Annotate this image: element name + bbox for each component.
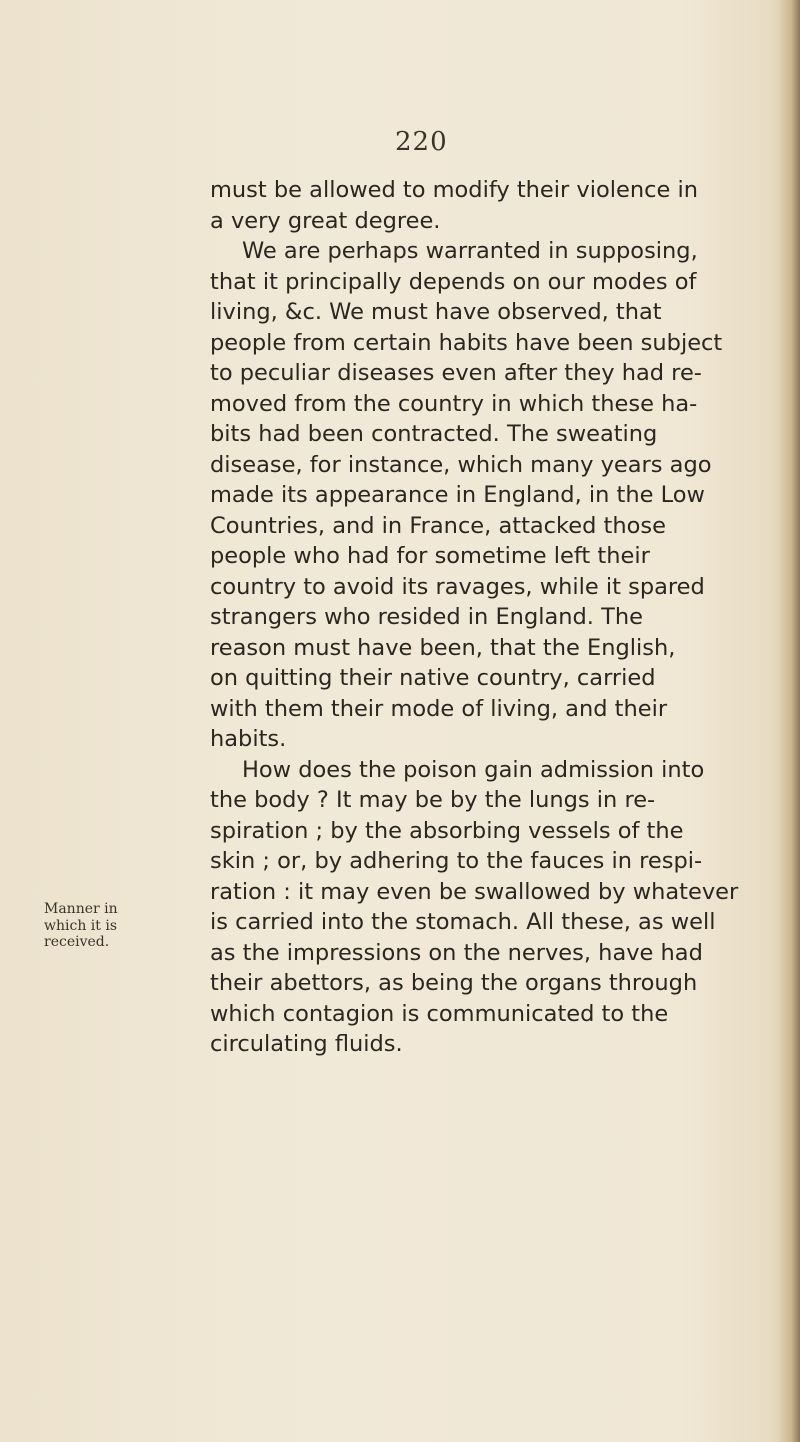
- text-line: a very great degree.: [210, 207, 441, 234]
- text-line: disease, for instance, which many years ago: [210, 451, 712, 478]
- text-line: is carried into the stomach. All these, as well: [210, 909, 716, 935]
- text-line: on quitting their native country, carried: [210, 665, 656, 691]
- text-line: their abettors, as being the organs through: [210, 970, 698, 996]
- text-line: living, &c. We must have observed, that: [210, 299, 662, 325]
- text-line: spiration ; by the absorbing vessels of the: [210, 817, 684, 844]
- text-line: country to avoid its ravages, while it spared: [210, 573, 705, 600]
- text-line: which contagion is communicated to the: [210, 1000, 669, 1027]
- text-line: people from certain habits have been subject: [210, 329, 723, 356]
- text-line: people who had for sometime left their: [210, 543, 650, 569]
- margin-note-line: received.: [44, 934, 110, 950]
- text-line: ration : it may even be swallowed by whatever: [210, 878, 739, 905]
- margin-note: [44, 901, 204, 951]
- page-edge-shadow: [778, 0, 800, 1442]
- text-line: strangers who resided in England. The: [210, 604, 643, 630]
- paragraph-start-line: We are perhaps warranted in supposing,: [242, 238, 698, 264]
- page-number: 220: [395, 127, 448, 157]
- paragraph-start-line: How does the poison gain admission into: [242, 756, 705, 783]
- body-text: [210, 175, 755, 1060]
- text-line: bits had been contracted. The sweating: [210, 421, 658, 447]
- text-line: with them their mode of living, and their: [210, 695, 668, 722]
- text-line: reason must have been, that the English,: [210, 634, 676, 661]
- margin-note-line: which it is: [44, 917, 118, 934]
- margin-note-line: Manner in: [44, 901, 118, 917]
- text-line: moved from the country in which these ha-: [210, 390, 698, 417]
- text-line: made its appearance in England, in the Low: [210, 482, 705, 508]
- text-line: to peculiar diseases even after they had re-: [210, 360, 702, 386]
- text-line: circulating fluids.: [210, 1031, 403, 1057]
- text-line: that it principally depends on our modes of: [210, 268, 697, 295]
- text-line: as the impressions on the nerves, have had: [210, 939, 703, 966]
- text-line: skin ; or, by adhering to the fauces in respi-: [210, 848, 703, 874]
- text-line: Countries, and in France, attacked those: [210, 512, 666, 539]
- text-line: the body ? It may be by the lungs in re-: [210, 787, 656, 813]
- text-line: must be allowed to modify their violence in: [210, 177, 698, 203]
- text-line: habits.: [210, 726, 287, 752]
